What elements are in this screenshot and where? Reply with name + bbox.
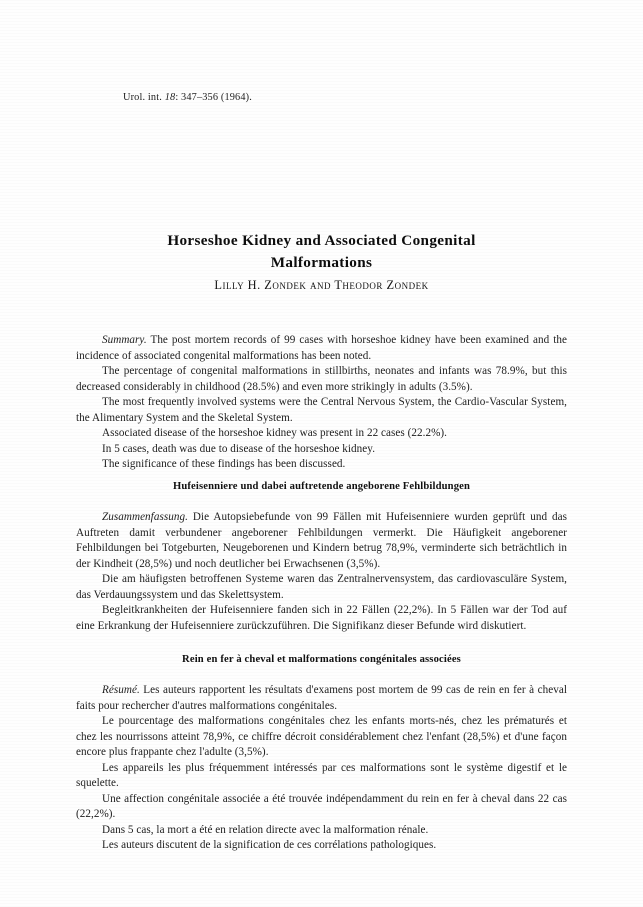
german-paragraph-2: Die am häufigsten betroffenen Systeme waren das Zentralnervensystem, das cardiovasculäre System, das Verdauungssystem und das Skelettsystem. bbox=[76, 573, 567, 601]
french-paragraph-1 bbox=[76, 683, 567, 714]
french-paragraph-6: Les auteurs discutent de la signification de ces corrélations pathologiques. bbox=[102, 839, 437, 852]
french-section-heading: Rein en fer à cheval et malformations congénitales associées bbox=[182, 654, 461, 665]
french-summary-block bbox=[76, 683, 567, 854]
article-title bbox=[76, 230, 567, 274]
english-paragraph-4: Associated disease of the horseshoe kidney was present in 22 cases (22.2%). bbox=[102, 427, 447, 440]
english-paragraph-1-text: The post mortem records of 99 cases with horseshoe kidney have been examined and the incidence of associated congenital malformations has been noted. bbox=[76, 334, 567, 362]
french-paragraph-2: Le pourcentage des malformations congénitales chez les enfants morts-nés, chez les prématurés et chez les nourrissons atteint 78,9%, ce chiffre décroit considérablement chez l'enfant (28,5%) et d'une façon encore plus frappante chez l'adulte (3,5%). bbox=[76, 715, 567, 759]
german-paragraph-1 bbox=[76, 510, 567, 572]
english-paragraph-6: The significance of these findings has been discussed. bbox=[102, 458, 346, 471]
german-paragraph-3: Begleitkrankheiten der Hufeisenniere fanden sich in 22 Fällen (22,2%). In 5 Fällen war der Tod auf eine Erkrankung der Hufeisenniere zurückzuführen. Die Signifikanz dieser Befunde wird diskutiert. bbox=[76, 604, 567, 632]
english-summary-block bbox=[76, 333, 567, 473]
article-title-line-1: Horseshoe Kidney and Associated Congenital bbox=[167, 232, 476, 249]
journal-volume: 18 bbox=[164, 92, 176, 103]
german-paragraph-1-text: Die Autopsiebefunde von 99 Fällen mit Hufeisenniere wurden geprüft und das Auftreten damit verbundener angeborener Fehlbildungen vermerkt. Die Häufigkeit angeborener Fehlbildungen bei Totgeburten, Neugeborenen und Kindern betrug 78,9%, verminderte sich beträchtlich in der Kindheit (28,5%) und noch deutlicher bei Erwachsenen (3,5%). bbox=[76, 511, 567, 570]
french-summary-label: Résumé. bbox=[102, 684, 140, 696]
article-authors bbox=[76, 278, 567, 293]
french-paragraph-5: Dans 5 cas, la mort a été en relation directe avec la malformation rénale. bbox=[102, 823, 429, 836]
article-title-line-2: Malformations bbox=[270, 254, 373, 271]
french-paragraph-4: Une affection congénitale associée a été trouvée indépendamment du rein en fer à cheval dans 22 cas (22,2%). bbox=[76, 792, 567, 821]
english-summary-label: Summary. bbox=[102, 334, 147, 346]
journal-pages-year: : 347–356 (1964). bbox=[175, 92, 252, 103]
german-section-heading: Hufeisenniere und dabei auftretende angeborene Fehlbildungen bbox=[172, 481, 471, 492]
german-summary-label: Zusammenfassung. bbox=[102, 511, 188, 523]
author-names: Lilly H. Zondek and Theodor Zondek bbox=[214, 278, 429, 292]
french-paragraph-1-text: Les auteurs rapportent les résultats d'examens post mortem de 99 cas de rein en fer à cheval faits pour rechercher d'autres malformations congénitales. bbox=[76, 684, 567, 712]
french-paragraph-3: Les appareils les plus fréquemment intéressés par ces malformations sont le système digestif et le squelette. bbox=[76, 761, 567, 790]
journal-name: Urol. int. bbox=[123, 92, 165, 103]
journal-citation-line bbox=[123, 92, 252, 103]
english-paragraph-3: The most frequently involved systems were the Central Nervous System, the Cardio-Vascular System, the Alimentary System and the Skeletal System. bbox=[76, 396, 567, 424]
german-summary-block bbox=[76, 510, 567, 634]
english-paragraph-5: In 5 cases, death was due to disease of the horseshoe kidney. bbox=[102, 442, 376, 455]
english-paragraph-2: The percentage of congenital malformations in stillbirths, neonates and infants was 78.9%, but this decreased considerably in childhood (28.5%) and even more strikingly in adults (3.5%). bbox=[76, 365, 567, 393]
english-paragraph-1 bbox=[76, 333, 567, 364]
